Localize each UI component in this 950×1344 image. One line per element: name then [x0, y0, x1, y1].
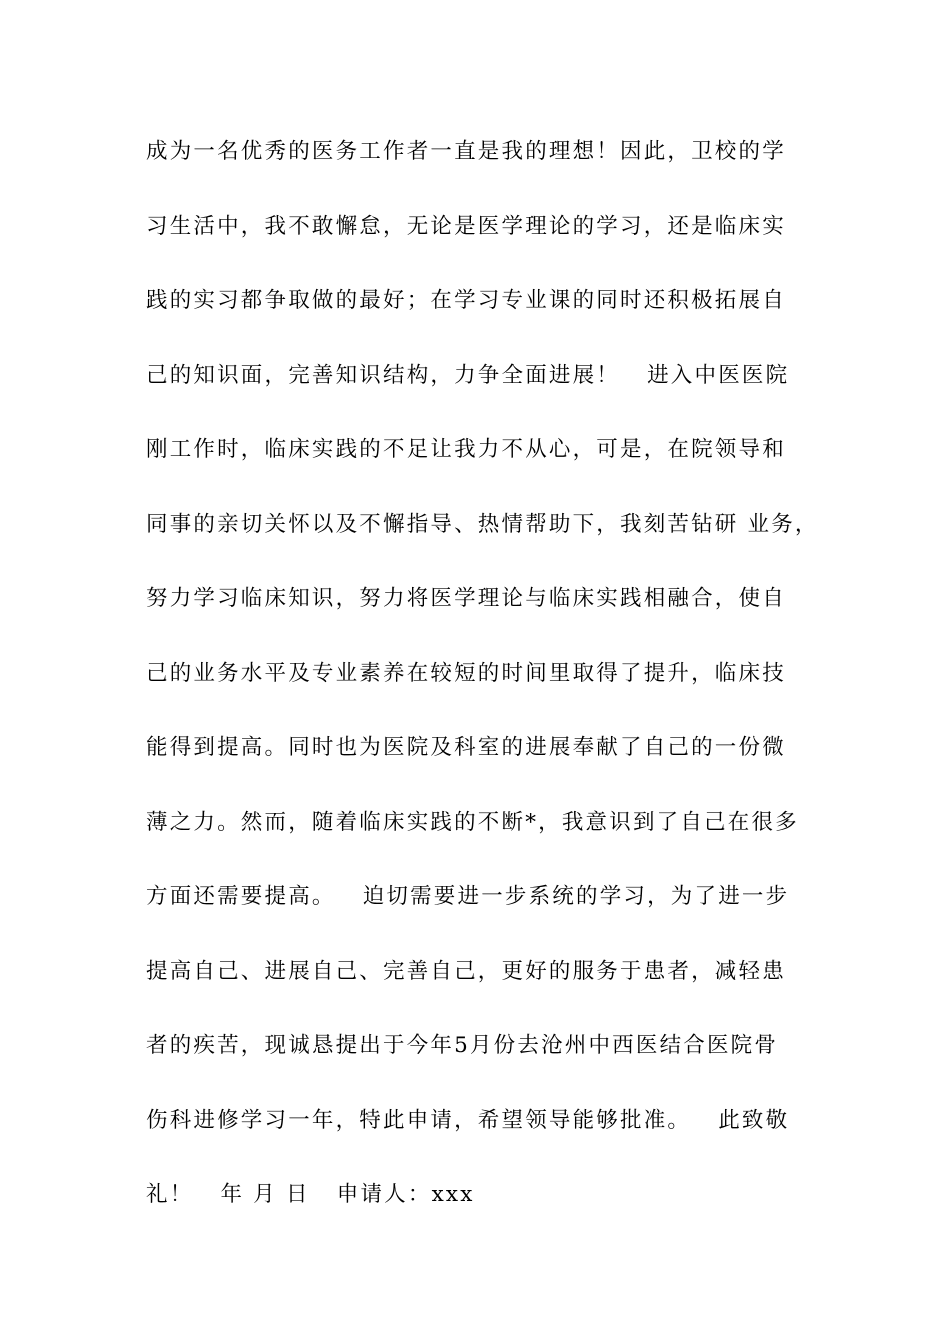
- text-line: 己的知识面，完善知识结构，力争全面进展！ 进入中医医院: [146, 362, 790, 388]
- text-line: 践的实习都争取做的最好；在学习专业课的同时还积极拓展自: [146, 288, 786, 313]
- text-line: 成为一名优秀的医务工作者一直是我的理想！因此，卫校的学: [146, 139, 786, 164]
- text-line: 习生活中，我不敢懈怠，无论是医学理论的学习，还是临床实: [146, 213, 786, 239]
- text-line: 薄之力。然而，随着临床实践的不断*，我意识到了自己在很多: [146, 809, 799, 835]
- text-line: 提高自己、进展自己、完善自己，更好的服务于患者，减轻患: [146, 958, 786, 984]
- text-line: 者的疾苦，现诚恳提出于今年5月份去沧州中西医结合医院骨: [146, 1033, 779, 1058]
- text-line: 努力学习临床知识，努力将医学理论与临床实践相融合，使自: [146, 586, 786, 611]
- application-letter-body: [146, 132, 836, 1250]
- text-line: 方面还需要提高。 迫切需要进一步系统的学习，为了进一步: [146, 884, 790, 909]
- text-line: 伤科进修学习一年，特此申请，希望领导能够批准。 此致敬: [146, 1107, 790, 1133]
- text-line: 己的业务水平及专业素养在较短的时间里取得了提升，临床技: [146, 660, 786, 686]
- text-line: 刚工作时，临床实践的不足让我力不从心，可是，在院领导和: [146, 437, 786, 462]
- text-line: 同事的亲切关怀以及不懈指导、热情帮助下，我刻苦钻研 业务，: [146, 511, 819, 537]
- signature-line: 礼！ 年 月 日 申请人：xxx: [146, 1182, 475, 1207]
- text-line: 能得到提高。同时也为医院及科室的进展奉献了自己的一份微: [146, 735, 786, 760]
